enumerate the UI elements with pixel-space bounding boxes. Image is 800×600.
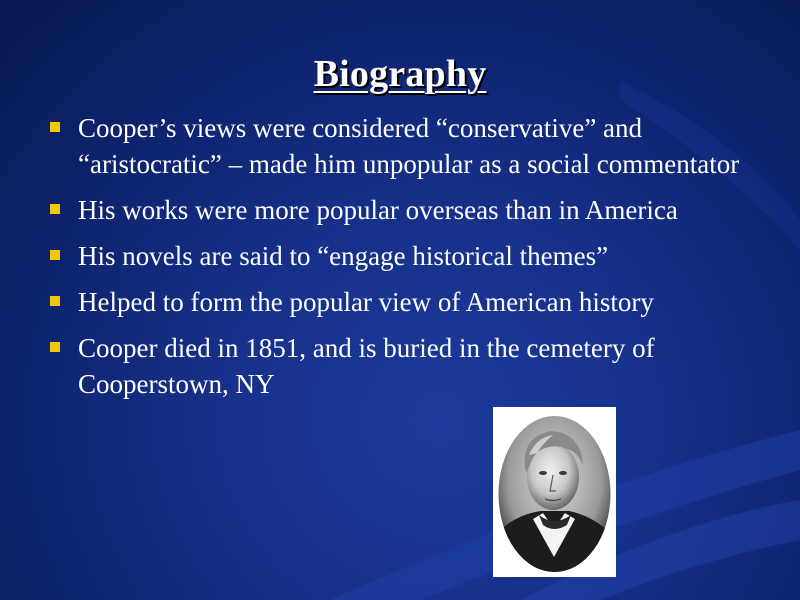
bullet-text: Cooper died in 1851, and is buried in the cemetery of Cooperstown, NY bbox=[78, 333, 655, 399]
bullet-list bbox=[46, 110, 756, 412]
slide-title: Biography bbox=[313, 53, 487, 95]
square-bullet-icon bbox=[50, 204, 60, 214]
square-bullet-icon bbox=[50, 342, 60, 352]
bullet-text: Helped to form the popular view of American history bbox=[78, 287, 654, 317]
bullet-item bbox=[46, 284, 756, 320]
portrait-image bbox=[493, 407, 616, 577]
portrait-engraving-icon bbox=[493, 407, 616, 577]
bullet-item bbox=[46, 238, 756, 274]
square-bullet-icon bbox=[50, 296, 60, 306]
bullet-item bbox=[46, 192, 756, 228]
bullet-item bbox=[46, 110, 756, 182]
square-bullet-icon bbox=[50, 250, 60, 260]
bullet-text: Cooper’s views were considered “conservative” and “aristocratic” – made him unpopular as a social commentator bbox=[78, 113, 740, 179]
bullet-text: His novels are said to “engage historical themes” bbox=[78, 241, 609, 271]
bullet-text: His works were more popular overseas than in America bbox=[78, 195, 678, 225]
bullet-item bbox=[46, 330, 756, 402]
square-bullet-icon bbox=[50, 122, 60, 132]
